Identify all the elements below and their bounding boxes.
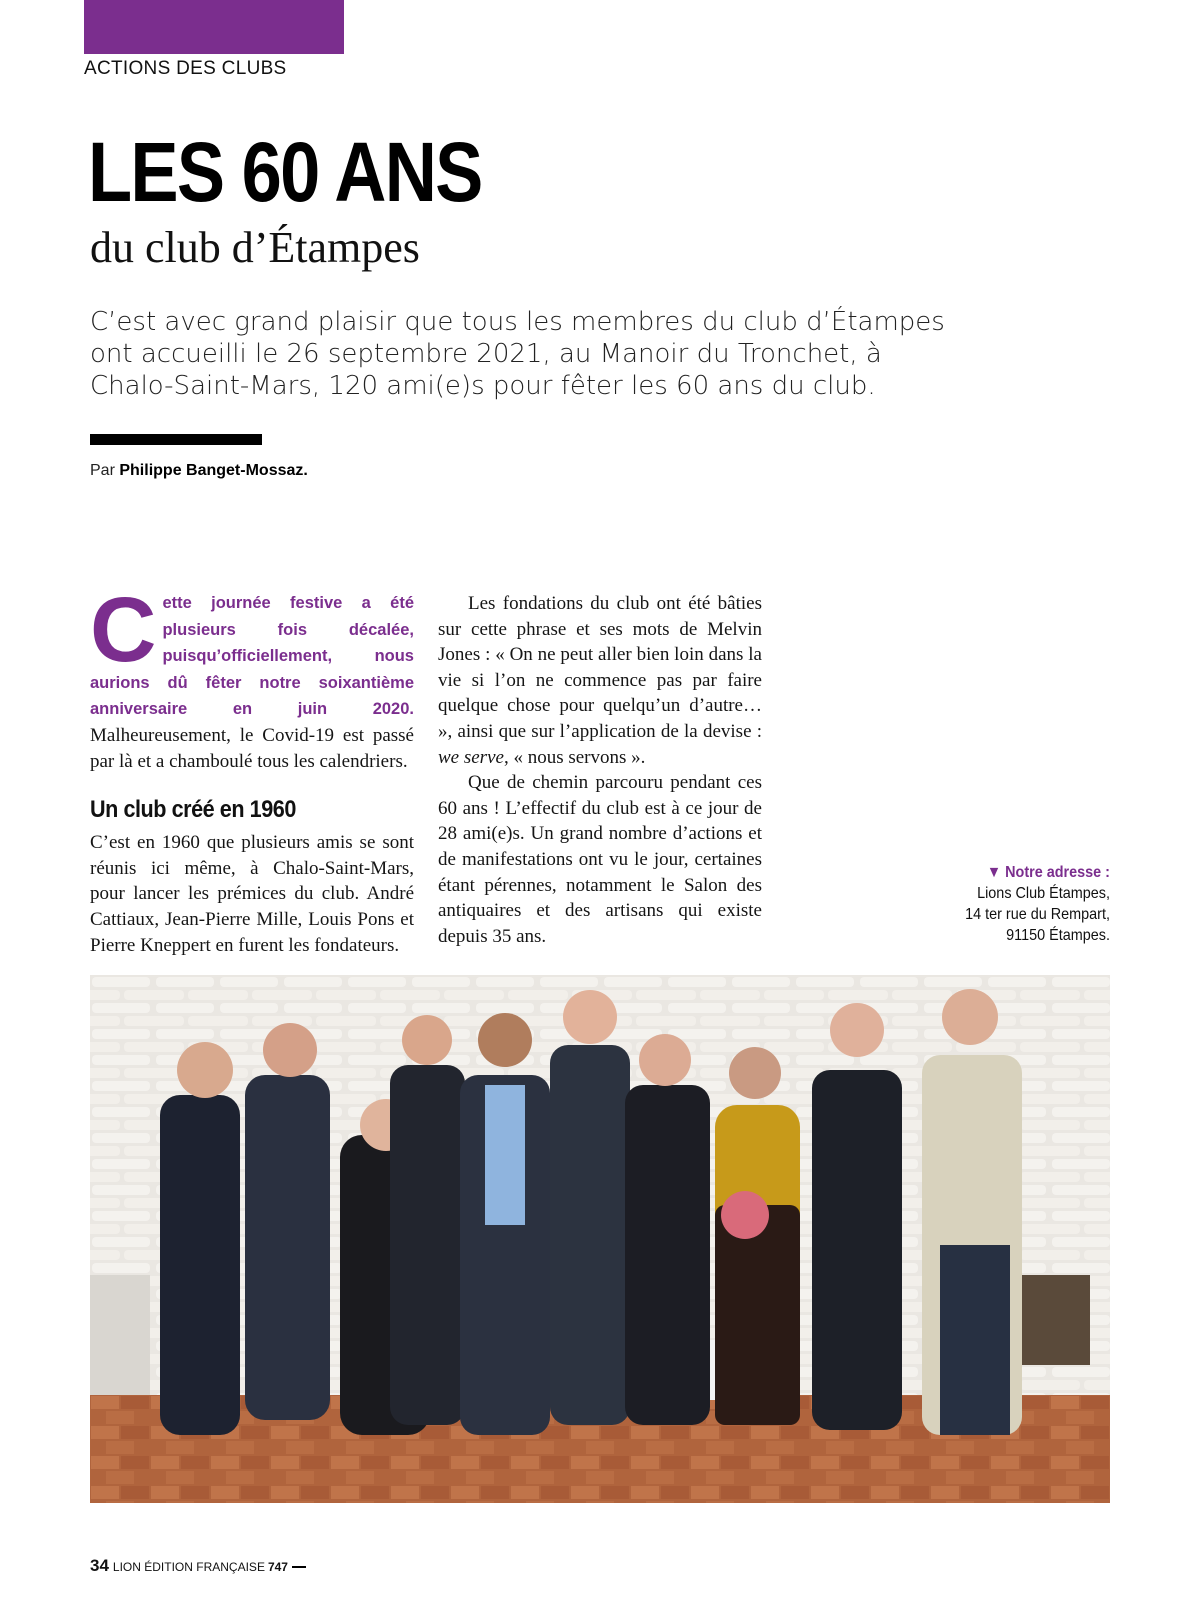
article-title: LES 60 ANS — [88, 125, 482, 219]
paragraph-3-a: Les fondations du club ont été bâties sur cette phrase et ses mots de Melvin Jones : « On ne peut aller bien loin dans la vie si l’on ne commence pas par faire quelque chose pour quelqu’un d’autre… », ainsi que sur l’application de la devise : — [438, 593, 762, 742]
paragraph-1-rest: Malheureusement, le Covid-19 est passé par là et a chamboulé tous les calendriers. — [90, 724, 414, 772]
address-box — [965, 862, 1110, 946]
article-subtitle: du club d’Étampes — [90, 223, 420, 272]
paragraph-2: C’est en 1960 que plusieurs amis se sont réunis ici même, à Chalo-Saint-Mars, pour lancer les prémices du club. André Cattiaux, Jean-Pierre Mille, Louis Pons et Pierre Kneppert en furent les fondateurs. — [90, 832, 414, 956]
group-photo-illustration — [90, 975, 1110, 1503]
article-column-2 — [438, 591, 762, 949]
group-photo — [90, 975, 1110, 1503]
page-footer — [90, 1556, 306, 1576]
footer-dash — [292, 1566, 306, 1568]
address-label: ▼ Notre adresse : — [986, 864, 1110, 881]
paragraph-4: Que de chemin parcouru pendant ces 60 ans ! L’effectif du club est à ce jour de 28 ami(e)s. Un grand nombre d’actions et de manifestations ont vu le jour, certaines étant pérennes, notamment le Salon des antiquaires et des artisans qui existe depuis 35 ans. — [438, 772, 762, 947]
page-number: 34 — [90, 1556, 109, 1575]
publication-name: LION ÉDITION FRANÇAISE — [112, 1560, 265, 1574]
article-lead: C’est avec grand plaisir que tous les membres du club d’Étampes ont accueilli le 26 septembre 2021, au Manoir du Tronchet, à Chalo-Saint-Mars, 120 ami(e)s pour fêter les 60 ans du club. — [90, 307, 945, 401]
byline-prefix: Par — [90, 462, 115, 479]
intro-highlight: ette journée festive a été plusieurs fois décalée, puisqu’officiellement, nous aurions dû fêter notre soixantième anniversaire en juin 2020. — [90, 594, 414, 719]
article-column-1 — [90, 579, 414, 958]
divider-rule — [90, 434, 262, 445]
address-line-3: 91150 Étampes. — [1006, 927, 1110, 944]
byline-author: Philippe Banget-Mossaz. — [119, 462, 308, 479]
issue-number: 747 — [267, 1560, 288, 1574]
address-line-1: Lions Club Étampes, — [977, 885, 1110, 902]
section-color-bar — [84, 0, 344, 54]
drop-cap: C — [90, 579, 157, 681]
paragraph-intro — [90, 579, 414, 774]
motto-italic: we serve — [438, 746, 504, 768]
paragraph-3-b: , « nous servons ». — [503, 746, 646, 768]
paragraph-3 — [438, 591, 762, 770]
byline — [90, 462, 308, 480]
address-line-2: 14 ter rue du Rempart, — [965, 906, 1110, 923]
subheading: Un club créé en 1960 — [90, 796, 296, 824]
section-label: ACTIONS DES CLUBS — [84, 58, 287, 79]
